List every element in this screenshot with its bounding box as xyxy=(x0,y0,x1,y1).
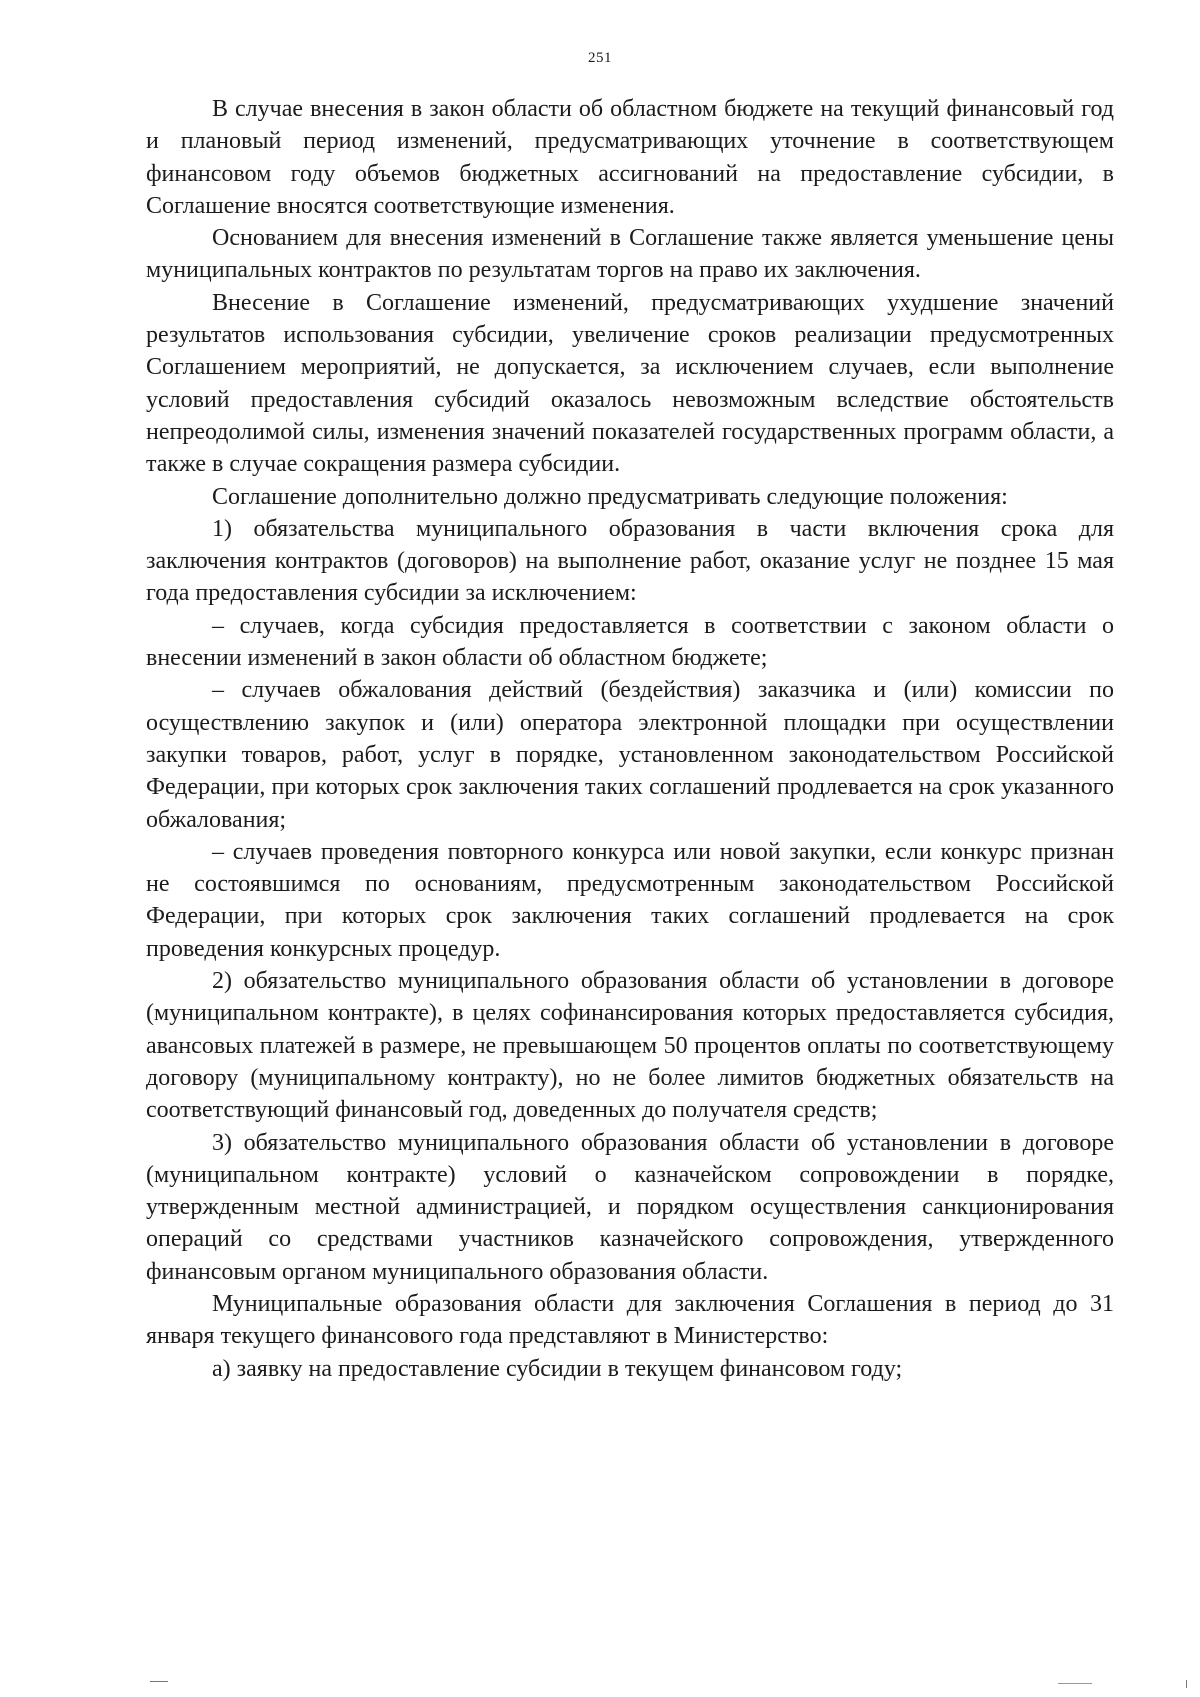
paragraph-item-a: а) заявку на предоставление субсидии в текущем финансовом году; xyxy=(212,1355,903,1382)
page-number: 251 xyxy=(588,50,612,66)
paragraph-worsening-not-allowed: Внесение в Соглашение изменений, предусматривающих ухудшение значений результатов использования субсидии, увеличение сроков реализации предусмотренных Соглашением мероприятий, не допускается, за исключением случаев, если выполнение условий предоставления субсидий оказалось невозможным вследствие обстоятельств непреодолимой силы, изменения значений показателей государственных программ области, а также в случае сокращения размера субсидии. xyxy=(146,289,1114,478)
scan-artifact-edge xyxy=(1186,1680,1187,1688)
scan-artifact-right xyxy=(1058,1683,1092,1684)
paragraph-contract-price-reduction: Основанием для внесения изменений в Соглашение также является уменьшение цены муниципальных контрактов по результатам торгов на право их заключения. xyxy=(146,225,1114,284)
paragraph-exception-budget-law: – случаев, когда субсидия предоставляется в соответствии с законом области о внесении изменений в закон области об областном бюджете; xyxy=(146,612,1114,672)
document-body xyxy=(146,93,1114,1385)
paragraph-budget-law-changes: В случае внесения в закон области об областном бюджете на текущий финансовый год и плановый период изменений, предусматривающих уточнение в соответствующем финансовом году объемов бюджетных ассигнований на предоставление субсидии, в Соглашение вносятся соответствующие изменения. xyxy=(146,96,1114,219)
paragraph-item-3: 3) обязательство муниципального образования области об установлении в договоре (муниципальном контракте) условий о казначейском сопровождении в порядке, утвержденным местной администрацией, и порядком осуществления санкционирования операций со средствами участников казначейского сопровождения, утвержденного финансовым органом муниципального образования области. xyxy=(146,1129,1114,1285)
paragraph-agreement-provisions: Соглашение дополнительно должно предусматривать следующие положения: xyxy=(212,483,1008,510)
paragraph-exception-appeal: – случаев обжалования действий (бездействия) заказчика и (или) комиссии по осуществлению закупок и (или) оператора электронной площадки при осуществлении закупки товаров, работ, услуг в порядке, установленном законодательством Российской Федерации, при которых срок заключения таких соглашений продлевается на срок указанного обжалования; xyxy=(146,677,1114,833)
paragraph-item-1: 1) обязательства муниципального образования в части включения срока для заключения контрактов (договоров) на выполнение работ, оказание услуг не позднее 15 мая года предоставления субсидии за исключением: xyxy=(146,515,1114,607)
paragraph-item-2: 2) обязательство муниципального образования области об установлении в договоре (муниципальном контракте), в целях софинансирования которых предоставляется субсидия, авансовых платежей в размере, не превышающем 50 процентов оплаты по соответствующему договору (муниципальному контракту), но не более лимитов бюджетных обязательств на соответствующий финансовый год, доведенных до получателя средств; xyxy=(146,968,1114,1124)
paragraph-submission: Муниципальные образования области для заключения Соглашения в период до 31 января текущего финансового года представляют в Министерство: xyxy=(146,1290,1114,1350)
scan-artifact-left xyxy=(150,1681,168,1682)
paragraph-exception-repeat-tender: – случаев проведения повторного конкурса или новой закупки, если конкурс признан не состоявшимся по основаниям, предусмотренным законодательством Российской Федерации, при которых срок заключения таких соглашений продлевается на срок проведения конкурсных процедур. xyxy=(146,838,1114,962)
